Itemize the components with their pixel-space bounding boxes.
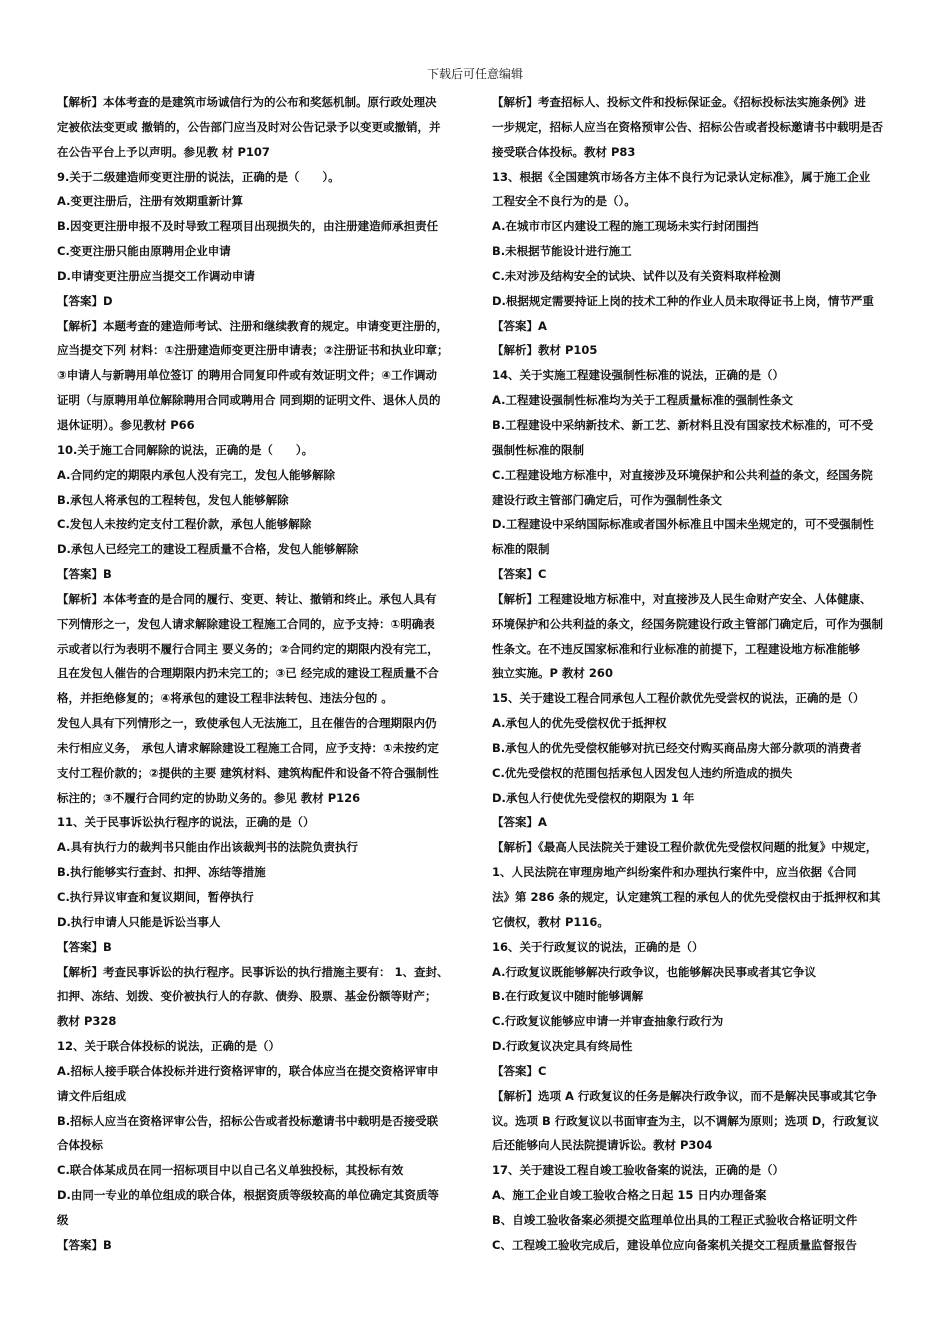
text-line: 13、根据《全国建筑市场各方主体不良行为记录认定标准》，属于施工企业: [492, 169, 871, 184]
text-line: 工程安全不良行为的是（）。: [492, 194, 636, 209]
text-line: 17、关于建设工程自竣工验收备案的说法，正确的是（）: [492, 1163, 785, 1178]
text-line: 建设行政主管部门确定后，可作为强制性条文: [492, 492, 722, 507]
text-line: 14、关于实施工程建设强制性标准的说法，正确的是（）: [492, 368, 785, 383]
text-line: 【解析】教材 P105: [492, 343, 598, 358]
text-line: 扣押、冻结、划拨、变价被执行人的存款、债券、股票、基金份额等财产；: [57, 989, 437, 1004]
text-line: 【答案】B: [57, 567, 112, 582]
text-line: A.承包人的优先受偿权优于抵押权: [492, 716, 667, 731]
text-line: A.行政复议既能够解决行政争议，也能够解决民事或者其它争议: [492, 964, 816, 979]
text-line: 发包人具有下列情形之一，致使承包人无法施工，且在催告的合理期限内仍: [57, 716, 437, 731]
text-line: 格，并拒绝修复的；④将承包的建设工程非法转包、违法分包的 。: [57, 691, 393, 706]
text-line: 【解析】考查民事诉讼的执行程序。民事诉讼的执行措施主要有： 1、查封、: [57, 964, 449, 979]
text-line: 标准的限制: [492, 542, 550, 557]
text-line: D.申请变更注册应当提交工作调动申请: [57, 268, 255, 283]
left-column: [57, 90, 469, 1258]
text-line: 级: [57, 1212, 69, 1227]
text-line: 支付工程价款的；②提供的主要 建筑材料、建筑构配件和设备不符合强制性: [57, 765, 439, 780]
text-line: 它债权，教材 P116。: [492, 914, 609, 929]
text-line: A.具有执行力的裁判书只能由作出该裁判书的法院负责执行: [57, 840, 358, 855]
text-line: 【解析】工程建设地方标准中，对直接涉及人民生命财产安全、人体健康、: [492, 591, 872, 606]
text-line: 性条文。在不违反国家标准和行业标准的前提下，工程建设地方标准能够: [492, 641, 860, 656]
text-line: A.工程建设强制性标准均为关于工程质量标准的强制性条文: [492, 393, 793, 408]
text-line: 【答案】A: [492, 318, 547, 333]
text-line: 标注的；③不履行合同约定的协助义务的。参见 教材 P126: [57, 790, 361, 805]
text-line: 一步规定，招标人应当在资格预审公告、招标公告或者投标邀请书中载明是否: [492, 119, 883, 134]
text-line: B.未根据节能设计进行施工: [492, 244, 632, 259]
text-line: 独立实施。P 教材 260: [492, 666, 613, 681]
text-line: B.因变更注册申报不及时导致工程项目出现损失的，由注册建造师承担责任: [57, 219, 439, 234]
text-line: D.根据规定需要持证上岗的技术工种的作业人员未取得证书上岗，情节严重: [492, 293, 874, 308]
text-line: 环境保护和公共利益的条文，经国务院建设行政主管部门确定后，可作为强制: [492, 616, 883, 631]
text-line: D.承包人行使优先受偿权的期限为 1 年: [492, 790, 695, 805]
text-line: 强制性标准的限制: [492, 442, 584, 457]
text-line: 15、关于建设工程合同承包人工程价款优先受尝权的说法，正确的是（）: [492, 691, 865, 706]
text-line: 【答案】D: [57, 293, 113, 308]
text-line: 9.关于二级建造师变更注册的说法，正确的是（ ）。: [57, 169, 340, 184]
text-line: 应当提交下列 材料：①注册建造师变更注册申请表；②注册证书和执业印章；: [57, 343, 449, 358]
text-line: 【解析】《最高人民法院关于建设工程价款优先受偿权问题的批复》中规定，: [492, 840, 878, 855]
text-line: 未行相应义务， 承包人请求解除建设工程施工合同，应予支持：①未按约定: [57, 740, 439, 755]
text-line: B.执行能够实行查封、扣押、冻结等措施: [57, 865, 266, 880]
text-line: C.执行异议审查和复议期间，暂停执行: [57, 890, 254, 904]
text-line: D.承包人已经完工的建设工程质量不合格，发包人能够解除: [57, 542, 359, 557]
text-line: C.行政复议能够应申请一并审查抽象行政行为: [492, 1014, 724, 1029]
text-line: C.优先受偿权的范围包括承包人因发包人违约所造成的损失: [492, 765, 793, 780]
text-line: 后还能够向人民法院提请诉讼。教材 P304: [492, 1138, 713, 1153]
text-line: C.工程建设地方标准中，对直接涉及环境保护和公共利益的条文，经国务院: [492, 467, 873, 482]
page-header: 下载后可任意编辑: [426, 67, 523, 81]
text-line: 12、关于联合体投标的说法，正确的是（）: [57, 1039, 281, 1054]
text-line: 【答案】B: [57, 939, 112, 954]
text-line: 【解析】选项 A 行政复议的任务是解决行政争议，而不是解决民事或其它争: [492, 1088, 877, 1103]
text-line: 【答案】C: [492, 1063, 547, 1078]
text-line: A.在城市市区内建设工程的施工现场未实行封闭围挡: [492, 219, 759, 234]
text-line: C.变更注册只能由原聘用企业申请: [57, 244, 231, 259]
text-line: B.招标人应当在资格评审公告，招标公告或者投标邀请书中载明是否接受联: [57, 1113, 439, 1128]
text-line: 【答案】A: [492, 815, 547, 830]
text-line: 【解析】本体考查的是建筑市场诚信行为的公布和奖惩机制。原行政处理决: [57, 95, 437, 109]
text-line: C.未对涉及结构安全的试块、试件以及有关资料取样检测: [492, 268, 781, 283]
text-line: 示或者以行为表明不履行合同主 要义务的；②合同约定的期限内没有完工，: [57, 641, 439, 656]
text-line: 下列情形之一，发包人请求解除建设工程施工合同的，应予支持：①明确表: [57, 616, 435, 631]
text-line: D.行政复议决定具有终局性: [492, 1039, 633, 1054]
text-line: 在公告平台上予以声明。参见教 材 P107: [57, 144, 270, 159]
text-line: C.联合体某成员在同一招标项目中以自己名义单独投标，其投标有效: [57, 1163, 404, 1178]
text-line: 10.关于施工合同解除的说法，正确的是（ ）。: [57, 442, 314, 457]
text-line: 【解析】本体考查的是合同的履行、变更、转让、撤销和终止。承包人具有: [57, 591, 437, 606]
text-line: B.工程建设中采纳新技术、新工艺、新材料且没有国家技术标准的，可不受: [492, 417, 874, 432]
text-line: 11、关于民事诉讼执行程序的说法，正确的是（）: [57, 815, 315, 830]
text-line: 接受联合体投标。教材 P83: [492, 144, 636, 159]
text-line: 请文件后组成: [57, 1088, 126, 1103]
text-line: 法》第 286 条的规定，认定建筑工程的承包人的优先受偿权由于抵押权和其: [492, 890, 881, 904]
text-line: 证明（与原聘用单位解除聘用合同或聘用合 同到期的证明文件、退休人员的: [57, 393, 441, 408]
text-line: B.承包人将承包的工程转包，发包人能够解除: [57, 492, 289, 507]
text-line: C、工程竣工验收完成后，建设单位应向备案机关提交工程质量监督报告: [492, 1237, 857, 1252]
text-line: 【解析】考查招标人、投标文件和投标保证金。《招标投标法实施条例》进: [492, 95, 866, 109]
text-line: 定被依法变更或 撤销的，公告部门应当及时对公告记录予以变更或撤销，并: [57, 119, 441, 134]
text-line: C.发包人未按约定支付工程价款，承包人能够解除: [57, 517, 312, 532]
text-line: ③申请人与新聘用单位签订 的聘用合同复印件或有效证明文件；④工作调动: [57, 368, 437, 383]
text-line: 议。选项 B 行政复议以书面审查为主，以不调解为原则；选项 D，行政复议: [492, 1113, 879, 1128]
text-line: A.合同约定的期限内承包人没有完工，发包人能够解除: [57, 467, 335, 482]
text-line: B.承包人的优先受偿权能够对抗已经交付购买商品房大部分款项的消费者: [492, 740, 862, 755]
text-line: A、施工企业自竣工验收合格之日起 15 日内办理备案: [492, 1188, 767, 1203]
text-line: 退休证明）。参见教材 P66: [57, 417, 195, 432]
text-line: D.执行申请人只能是诉讼当事人: [57, 914, 221, 929]
text-line: 【答案】C: [492, 567, 547, 582]
right-column: [492, 90, 900, 1258]
text-line: 教材 P328: [57, 1014, 117, 1029]
text-line: 【答案】B: [57, 1237, 112, 1252]
text-line: 且在发包人催告的合理期限内扔未完工的；③已 经完成的建设工程质量不合: [57, 666, 439, 681]
text-line: D.由同一专业的单位组成的联合体，根据资质等级较高的单位确定其资质等: [57, 1188, 439, 1203]
text-line: A.变更注册后，注册有效期重新计算: [57, 194, 243, 209]
text-line: A.招标人接手联合体投标并进行资格评审的，联合体应当在提交资格评审申: [57, 1063, 439, 1078]
text-line: 1、人民法院在审理房地产纠纷案件和办理执行案件中，应当依据《合同: [492, 865, 857, 880]
text-line: 16、关于行政复议的说法，正确的是（）: [492, 939, 704, 954]
text-line: B.在行政复议中随时能够调解: [492, 989, 644, 1004]
text-line: 合体投标: [57, 1138, 103, 1153]
text-line: D.工程建设中采纳国际标准或者国外标准且中国未坐规定的，可不受强制性: [492, 517, 874, 532]
text-line: 【解析】本题考查的建造师考试、注册和继续教育的规定。申请变更注册的，: [57, 318, 448, 333]
text-line: B、自竣工验收备案必须提交监理单位出具的工程正式验收合格证明文件: [492, 1212, 858, 1227]
